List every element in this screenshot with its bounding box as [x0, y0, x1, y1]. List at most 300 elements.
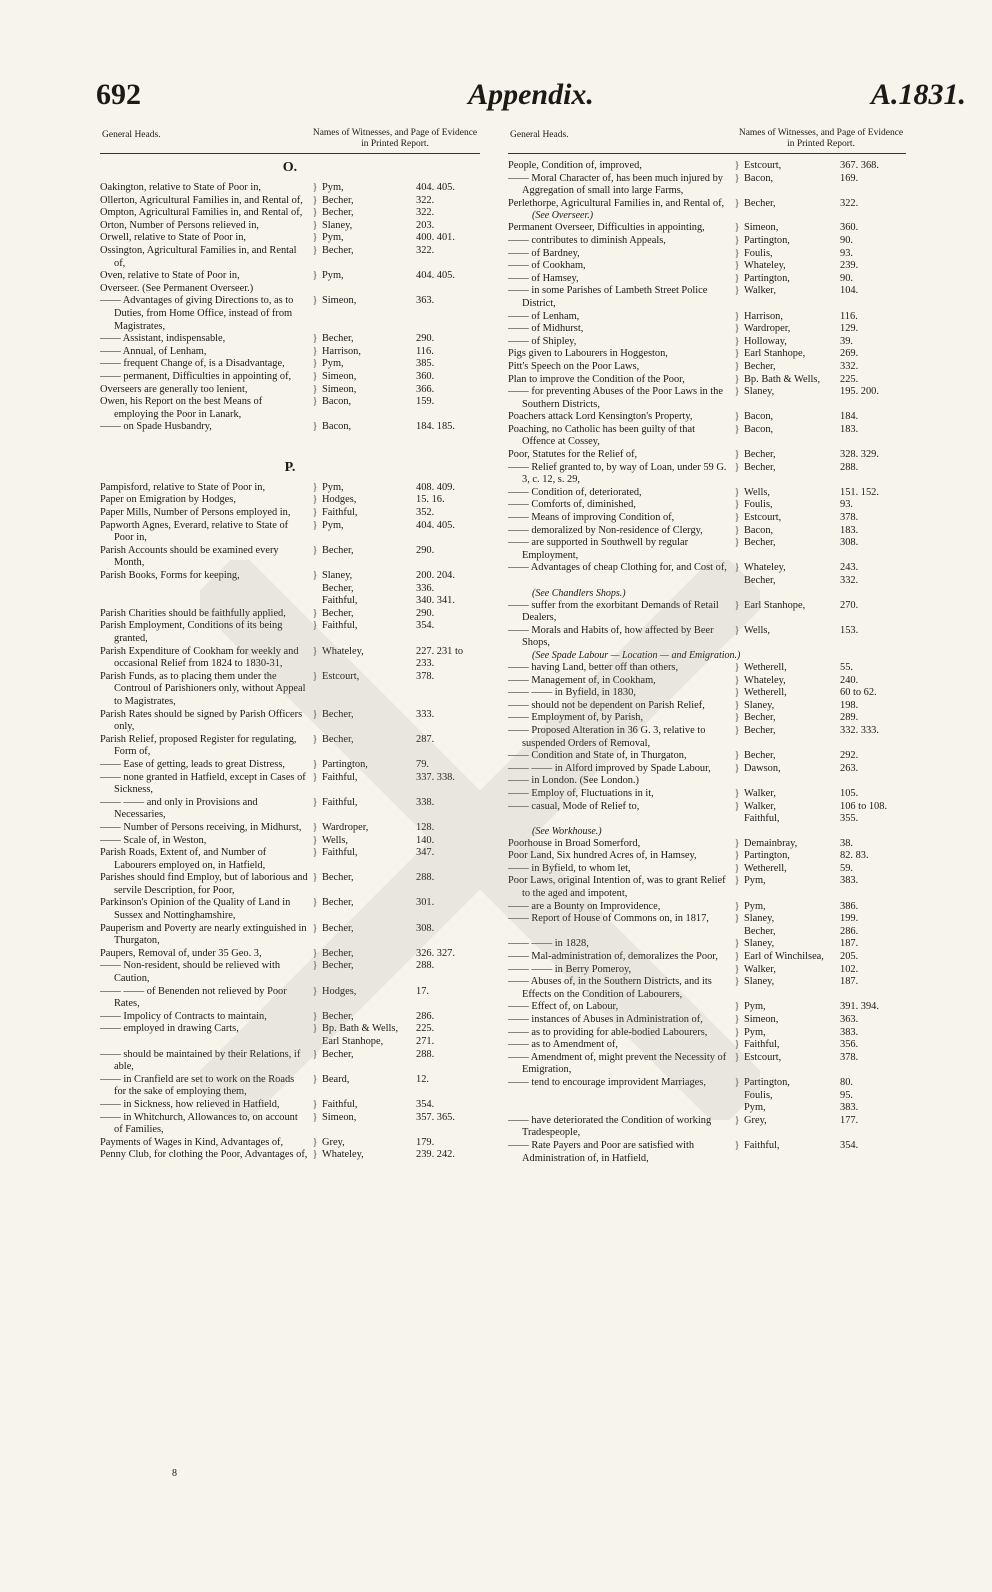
entry-pages: 270.	[840, 599, 859, 611]
entry-head: —— Advantages of cheap Clothing for, and Cost of,	[508, 562, 727, 574]
index-entry	[508, 361, 906, 374]
entry-witness: Becher,	[744, 724, 776, 736]
entry-pages: 105.	[840, 787, 859, 799]
brace-mark: }	[734, 499, 740, 511]
entry-witness: Wells,	[744, 486, 771, 498]
entry-pages: 391. 394.	[840, 1001, 879, 1013]
brace-mark	[730, 775, 744, 788]
index-entry	[100, 346, 480, 359]
index-entry	[508, 537, 906, 562]
entry-head: —— in Byfield, to whom let,	[508, 862, 631, 874]
entry-pages: 332.	[840, 360, 859, 372]
left-column	[100, 128, 480, 1162]
entry-pages: 289.	[840, 712, 859, 724]
entry-witness: Whateley,	[744, 674, 786, 686]
entry-pages: 17.	[416, 985, 429, 997]
index-entry	[508, 1115, 906, 1140]
entry-pages: 90.	[840, 272, 853, 284]
brace-mark: }	[734, 360, 740, 372]
brace-mark: }	[734, 247, 740, 259]
index-entry	[508, 775, 906, 788]
general-heads-label: General Heads.	[510, 130, 569, 140]
brace-mark: }	[312, 333, 318, 345]
entry-witness: Estcourt,	[744, 512, 782, 524]
index-entry	[508, 512, 906, 525]
entry-witness: Hodges,	[322, 985, 357, 997]
brace-mark: }	[312, 1149, 318, 1161]
index-entry	[100, 1074, 480, 1099]
entry-head: Plan to improve the Condition of the Poor,	[508, 373, 685, 385]
entry-head: —— —— in 1828,	[508, 938, 589, 950]
entry-witness: Walker,	[744, 787, 776, 799]
entry-pages: 205.	[840, 951, 859, 963]
entry-head: —— —— in Berry Pomeroy,	[508, 963, 632, 975]
entry-head: —— Condition of, deteriorated,	[508, 486, 642, 498]
entry-pages: 129.	[840, 323, 859, 335]
section-o-heading: O.	[282, 160, 298, 175]
brace-mark: }	[734, 750, 740, 762]
index-entry	[100, 1099, 480, 1112]
entry-pages: 404. 405.	[416, 519, 455, 531]
entry-witness: Pym,	[322, 270, 344, 282]
index-entry	[508, 260, 906, 273]
entry-pages: 378.	[416, 670, 435, 682]
entry-witness: Faithful,	[322, 620, 358, 632]
entry-head: Parish Employment, Conditions of its being granted,	[100, 620, 283, 644]
brace-mark: }	[312, 620, 318, 632]
entry-witness: Foulis,	[744, 499, 773, 511]
index-entry	[100, 772, 480, 797]
brace-mark: }	[312, 383, 318, 395]
entry-witness: Pym,	[744, 1001, 766, 1013]
brace-mark: }	[312, 771, 318, 783]
entry-witness: Becher,	[322, 333, 354, 345]
brace-mark: }	[312, 396, 318, 408]
entry-witness: Bacon,	[744, 423, 774, 435]
entry-pages: 363.	[416, 295, 435, 307]
entry-pages: 322.	[416, 194, 435, 206]
index-entry	[508, 386, 906, 411]
index-entry	[508, 1001, 906, 1014]
entry-pages: 354.	[840, 1139, 859, 1151]
entry-head: —— Assistant, indispensable,	[100, 333, 226, 345]
brace-mark: }	[312, 872, 318, 884]
entry-pages: 239. 242.	[416, 1149, 455, 1161]
entry-witness: Harrison,	[744, 310, 783, 322]
entry-witness: Becher,	[322, 960, 354, 972]
entry-head: —— Effect of, on Labour,	[508, 1001, 619, 1013]
column-header	[508, 128, 906, 154]
index-entry	[100, 797, 480, 822]
index-entry	[100, 295, 480, 333]
index-entry	[508, 600, 906, 625]
index-entry	[100, 835, 480, 848]
brace-mark: }	[734, 423, 740, 435]
brace-mark: }	[734, 724, 740, 736]
entry-head: —— Amendment of, might prevent the Necessity of Emigration,	[508, 1051, 727, 1076]
brace-mark: }	[312, 421, 318, 433]
index-entry	[508, 1014, 906, 1027]
entry-pages: 106 to 108. 355.	[840, 800, 888, 825]
index-entry	[100, 1149, 480, 1162]
index-entry	[508, 976, 906, 1001]
witnesses-label: Names of Witnesses, and Page of Evidence in Printed Report.	[312, 128, 478, 149]
brace-mark: }	[734, 951, 740, 963]
index-entry	[508, 525, 906, 538]
index-entry	[508, 462, 906, 487]
entry-pages: 12.	[416, 1073, 429, 1085]
brace-mark: }	[734, 160, 740, 171]
brace-mark: }	[734, 900, 740, 912]
entry-witness: Becher,	[322, 207, 354, 219]
entry-head: —— Report of House of Commons on, in 1817,	[508, 913, 709, 925]
index-entry	[100, 847, 480, 872]
brace-mark: }	[734, 335, 740, 347]
index-entry	[508, 198, 906, 211]
index-entry	[508, 838, 906, 851]
brace-mark: }	[312, 270, 318, 282]
entry-witness: Whateley,	[322, 1149, 364, 1161]
brace-mark: }	[312, 1048, 318, 1060]
brace-mark: }	[734, 913, 740, 925]
entry-pages: 198.	[840, 699, 859, 711]
brace-mark: }	[312, 1010, 318, 1022]
entry-pages: 93.	[840, 247, 853, 259]
entry-head: Oakington, relative to State of Poor in,	[100, 182, 262, 193]
brace-mark: }	[734, 461, 740, 473]
entry-head: —— Non-resident, should be relieved with Caution,	[100, 960, 281, 985]
entry-head: Parish Roads, Extent of, and Number of Labourers employed on, in Hatfield,	[100, 847, 267, 871]
brace-mark: }	[734, 222, 740, 234]
entry-pages: 326. 327.	[416, 947, 455, 959]
index-entry	[100, 507, 480, 520]
entry-witness: Wardroper,	[744, 323, 791, 335]
brace-mark: }	[734, 762, 740, 774]
entry-head: —— of Lenham,	[508, 310, 580, 322]
entry-head: —— employed in drawing Carts,	[100, 1023, 239, 1035]
index-entry	[508, 273, 906, 286]
index-entry	[508, 801, 906, 826]
see-reference: (See Overseer.)	[532, 210, 594, 222]
entry-witness: Pym,	[744, 875, 766, 887]
entry-head: —— —— in Alford improved by Spade Labour,	[508, 762, 711, 774]
entry-head: —— in some Parishes of Lambeth Street Police District,	[508, 285, 708, 309]
brace-mark: }	[312, 708, 318, 720]
entry-pages: 322.	[416, 207, 435, 219]
entry-head: Parish Expenditure of Cookham for weekly and occasional Relief from 1824 to 1830-31,	[100, 645, 299, 670]
brace-mark: }	[734, 449, 740, 461]
index-entry	[508, 424, 906, 449]
entry-head: —— Management of, in Cookham,	[508, 674, 656, 686]
entry-pages: 60 to 62.	[840, 687, 877, 699]
index-entry	[100, 646, 480, 671]
entry-witness: Wells,	[744, 624, 771, 636]
index-entry	[508, 160, 906, 173]
entry-pages: 286.	[416, 1010, 435, 1022]
entry-pages: 203.	[416, 219, 435, 231]
entry-head: —— as to Amendment of,	[508, 1039, 618, 1051]
entry-head: —— Advantages of giving Directions to, as to Duties, from Home Office, instead of from Magistrates,	[100, 295, 294, 332]
brace-mark: }	[312, 1098, 318, 1110]
entry-pages: 292.	[840, 750, 859, 762]
entry-pages: 184.	[840, 411, 859, 423]
index-entry	[100, 333, 480, 346]
brace-mark: }	[734, 172, 740, 184]
entry-head: —— should be maintained by their Relations, if able,	[100, 1048, 301, 1073]
entry-witness: Faithful,	[744, 1039, 780, 1051]
brace-mark: }	[734, 674, 740, 686]
entry-pages: 93.	[840, 499, 853, 511]
index-entry	[100, 620, 480, 645]
entry-head: —— —— in Byfield, in 1830,	[508, 687, 636, 699]
entry-pages: 183.	[840, 423, 859, 435]
brace-mark: }	[312, 645, 318, 657]
entry-witness: Faithful,	[322, 847, 358, 859]
brace-mark: }	[734, 938, 740, 950]
brace-mark: }	[734, 386, 740, 398]
brace-mark: }	[734, 234, 740, 246]
entry-head: Owen, his Report on the best Means of employing the Poor in Lanark,	[100, 396, 263, 420]
entry-pages: 227. 231 to 233.	[416, 645, 466, 670]
brace-mark: }	[734, 1051, 740, 1063]
entry-head: —— —— of Benenden not relieved by Poor Rates,	[100, 985, 287, 1010]
entry-witness: Pym,	[744, 900, 766, 912]
brace-mark: }	[734, 272, 740, 284]
index-entry	[508, 675, 906, 688]
entry-pages: 404. 405.	[416, 182, 455, 193]
entry-witness: Grey,	[322, 1136, 345, 1148]
brace-mark: }	[312, 519, 318, 531]
entry-witness: Pym,	[744, 1026, 766, 1038]
entry-witness: Slaney,	[744, 386, 775, 398]
entry-witness: Faithful,	[322, 507, 358, 519]
entry-head: Payments of Wages in Kind, Advantages of,	[100, 1136, 284, 1148]
brace-mark: }	[734, 411, 740, 423]
entry-pages: 263.	[840, 762, 859, 774]
entry-head: —— Employ of, Fluctuations in it,	[508, 787, 654, 799]
index-entry	[100, 759, 480, 772]
brace-mark: }	[734, 323, 740, 335]
brace-mark: }	[734, 712, 740, 724]
index-entry	[508, 285, 906, 310]
entry-pages: 200. 204. 336. 340. 341.	[416, 570, 455, 607]
entry-pages: 308.	[840, 537, 859, 549]
entry-witness: Slaney,	[744, 699, 775, 711]
brace-mark: }	[312, 897, 318, 909]
entry-pages: 102.	[840, 963, 859, 975]
entry-head: Poor Laws, original Intention of, was to grant Relief to the aged and impotent,	[508, 875, 726, 900]
right-column	[508, 128, 906, 1165]
entry-pages: 225. 271.	[416, 1023, 435, 1047]
index-entry	[508, 311, 906, 324]
brace-mark: }	[312, 607, 318, 619]
entry-head: Poachers attack Lord Kensington's Property,	[508, 411, 693, 423]
index-entry	[100, 1112, 480, 1137]
entry-witness: Pym,	[322, 182, 344, 193]
entry-witness: Becher,	[322, 922, 354, 934]
entry-witness: Becher,	[744, 750, 776, 762]
brace-mark: }	[734, 862, 740, 874]
entry-witness: Hodges,	[322, 494, 357, 506]
entry-pages	[416, 283, 480, 296]
entry-witness: Partington,	[744, 272, 790, 284]
index-entry	[508, 913, 906, 938]
brace-mark: }	[734, 837, 740, 849]
brace-mark: }	[312, 985, 318, 997]
index-entry	[100, 1137, 480, 1150]
entry-pages: 187.	[840, 976, 859, 988]
entry-witness: Bp. Bath & Wells, Earl Stanhope,	[322, 1023, 399, 1047]
entry-head: —— on Spade Husbandry,	[100, 421, 212, 433]
entry-pages: 288.	[840, 461, 859, 473]
entry-head: —— contributes to diminish Appeals,	[508, 234, 666, 246]
entry-witness: Wetherell,	[744, 687, 787, 699]
brace-mark: }	[312, 494, 318, 506]
entry-witness: Holloway,	[744, 335, 787, 347]
entry-head: —— in Cranfield are set to work on the Roads for the sake of employing them,	[100, 1073, 295, 1098]
entry-head: Parish Accounts should be examined every Month,	[100, 544, 279, 569]
entry-head: Parish Funds, as to placing them under the Controul of Parishioners only, without Appeal to Magistrates,	[100, 670, 306, 707]
brace-mark: }	[312, 1023, 318, 1035]
entry-witness: Simeon,	[744, 1014, 779, 1025]
entry-head: —— Condition and State of, in Thurgaton,	[508, 750, 687, 762]
brace-mark: }	[312, 370, 318, 382]
entry-pages: 288.	[416, 1048, 435, 1060]
entry-pages: 153.	[840, 624, 859, 636]
entry-witness: Becher,	[744, 537, 776, 549]
entry-pages: 290.	[416, 607, 435, 619]
entry-witness: Bp. Bath & Wells,	[744, 373, 821, 385]
entry-witness: Becher,	[322, 947, 354, 959]
entry-head: Parkinson's Opinion of the Quality of Land in Sussex and Nottinghamshire,	[100, 897, 291, 922]
index-entry	[100, 671, 480, 709]
entry-witness	[322, 283, 416, 296]
entry-head: —— Mal-administration of, demoralizes the Poor,	[508, 951, 718, 963]
brace-mark: }	[312, 544, 318, 556]
entry-pages: 288.	[416, 960, 435, 972]
entry-pages: 38.	[840, 837, 853, 849]
column-header	[100, 128, 480, 154]
entry-head: Pauperism and Poverty are nearly extinguished in Thurgaton,	[100, 922, 307, 947]
index-entry	[100, 245, 480, 270]
index-entry	[100, 494, 480, 507]
page-year: A.1831.	[870, 78, 966, 111]
entry-pages: 408. 409.	[416, 481, 455, 493]
entry-witness: Becher,	[322, 194, 354, 206]
index-entry	[100, 371, 480, 384]
entry-head: —— Abuses of, in the Southern Districts, and its Effects on the Condition of Labourers,	[508, 976, 712, 1000]
index-entry	[508, 1140, 906, 1165]
index-entry	[100, 220, 480, 233]
entry-head: —— have deteriorated the Condition of working Tradespeople,	[508, 1114, 712, 1139]
entry-pages: 332. 333.	[840, 724, 879, 736]
entry-pages: 82. 83.	[840, 850, 869, 862]
entry-head: Parish Books, Forms for keeping,	[100, 570, 240, 582]
entry-head: Paper Mills, Number of Persons employed in,	[100, 507, 291, 519]
entry-head: —— Proposed Alteration in 36 G. 3, relative to suspended Orders of Removal,	[508, 724, 706, 749]
index-entry	[100, 960, 480, 985]
brace-mark: }	[312, 244, 318, 256]
entry-witness: Wetherell,	[744, 862, 787, 874]
entry-head: —— Morals and Habits of, how affected by Beer Shops,	[508, 624, 714, 649]
entry-pages: 385.	[416, 358, 435, 370]
see-reference: (See Workhouse.)	[532, 825, 602, 837]
entry-pages: 184. 185.	[416, 421, 455, 433]
entry-head: —— Means of improving Condition of,	[508, 512, 675, 524]
entry-head: Poaching, no Catholic has been guilty of that Offence at Cossey,	[508, 423, 695, 448]
entry-witness: Simeon,	[322, 295, 357, 307]
entry-pages	[840, 775, 906, 788]
brace-mark: }	[312, 358, 318, 370]
entry-head: —— Rate Payers and Poor are satisfied with Administration of, in Hatfield,	[508, 1139, 695, 1164]
entry-witness: Faithful,	[322, 771, 358, 783]
entry-witness: Simeon,	[744, 222, 779, 234]
index-entry	[100, 986, 480, 1011]
entry-head: Oven, relative to State of Poor in,	[100, 270, 240, 282]
entry-head: Pigs given to Labourers in Hoggeston,	[508, 348, 668, 360]
entry-pages: 354.	[416, 1098, 435, 1110]
entry-witness: Whateley, Becher,	[744, 562, 786, 586]
brace-mark: }	[734, 963, 740, 975]
brace-mark: }	[734, 512, 740, 524]
entry-head: —— are a Bounty on Improvidence,	[508, 900, 661, 912]
brace-mark: }	[734, 260, 740, 272]
brace-mark: }	[312, 960, 318, 972]
brace-mark: }	[734, 1076, 740, 1088]
index-entry	[508, 763, 906, 776]
brace-mark: }	[734, 661, 740, 673]
entry-pages: 116.	[416, 345, 434, 357]
entry-head: —— Ease of getting, leads to great Distress,	[100, 758, 285, 770]
index-entry	[508, 625, 906, 650]
entry-pages: 367. 368.	[840, 160, 879, 171]
entry-witness: Whateley,	[322, 645, 364, 657]
entry-witness: Becher,	[322, 1010, 354, 1022]
index-entry	[100, 1049, 480, 1074]
entry-head: —— Relief granted to, by way of Loan, under 59 G. 3, c. 12, s. 29,	[508, 461, 727, 486]
index-entry	[508, 1077, 906, 1115]
entry-witness: Whateley,	[744, 260, 786, 272]
entry-witness: Pym,	[322, 358, 344, 370]
entry-pages: 169.	[840, 172, 859, 184]
index-entry	[100, 358, 480, 371]
index-entry	[508, 712, 906, 725]
entry-head: —— are supported in Southwell by regular Employment,	[508, 537, 689, 561]
entry-pages: 404. 405.	[416, 270, 455, 282]
entry-head: —— of Midhurst,	[508, 323, 584, 335]
entry-witness: Pym,	[322, 232, 344, 244]
entry-pages: 183.	[840, 524, 859, 536]
entry-pages: 378.	[840, 512, 859, 524]
index-entry	[100, 709, 480, 734]
entry-pages: 352.	[416, 507, 435, 519]
entry-witness: Faithful,	[322, 1098, 358, 1110]
entry-witness: Becher,	[744, 360, 776, 372]
entry-head: —— in Whitchurch, Allowances to, on account of Families,	[100, 1111, 298, 1136]
entry-pages: 290.	[416, 333, 435, 345]
entry-pages: 288.	[416, 872, 435, 884]
entry-head: Papworth Agnes, Everard, relative to State of Poor in,	[100, 519, 289, 544]
entry-head: —— Moral Character of, has been much injured by Aggregation of small into large Farms,	[508, 172, 723, 197]
index-entry	[100, 734, 480, 759]
entry-head: —— as to providing for able-bodied Labourers,	[508, 1026, 708, 1038]
entry-head: Orton, Number of Persons relieved in,	[100, 219, 260, 231]
entry-witness: Partington,	[744, 850, 790, 862]
entry-pages: 128.	[416, 821, 435, 833]
entry-pages: 347.	[416, 847, 435, 859]
entry-head: —— suffer from the exorbitant Demands of Retail Dealers,	[508, 599, 719, 624]
entry-witness: Demainbray,	[744, 837, 798, 849]
